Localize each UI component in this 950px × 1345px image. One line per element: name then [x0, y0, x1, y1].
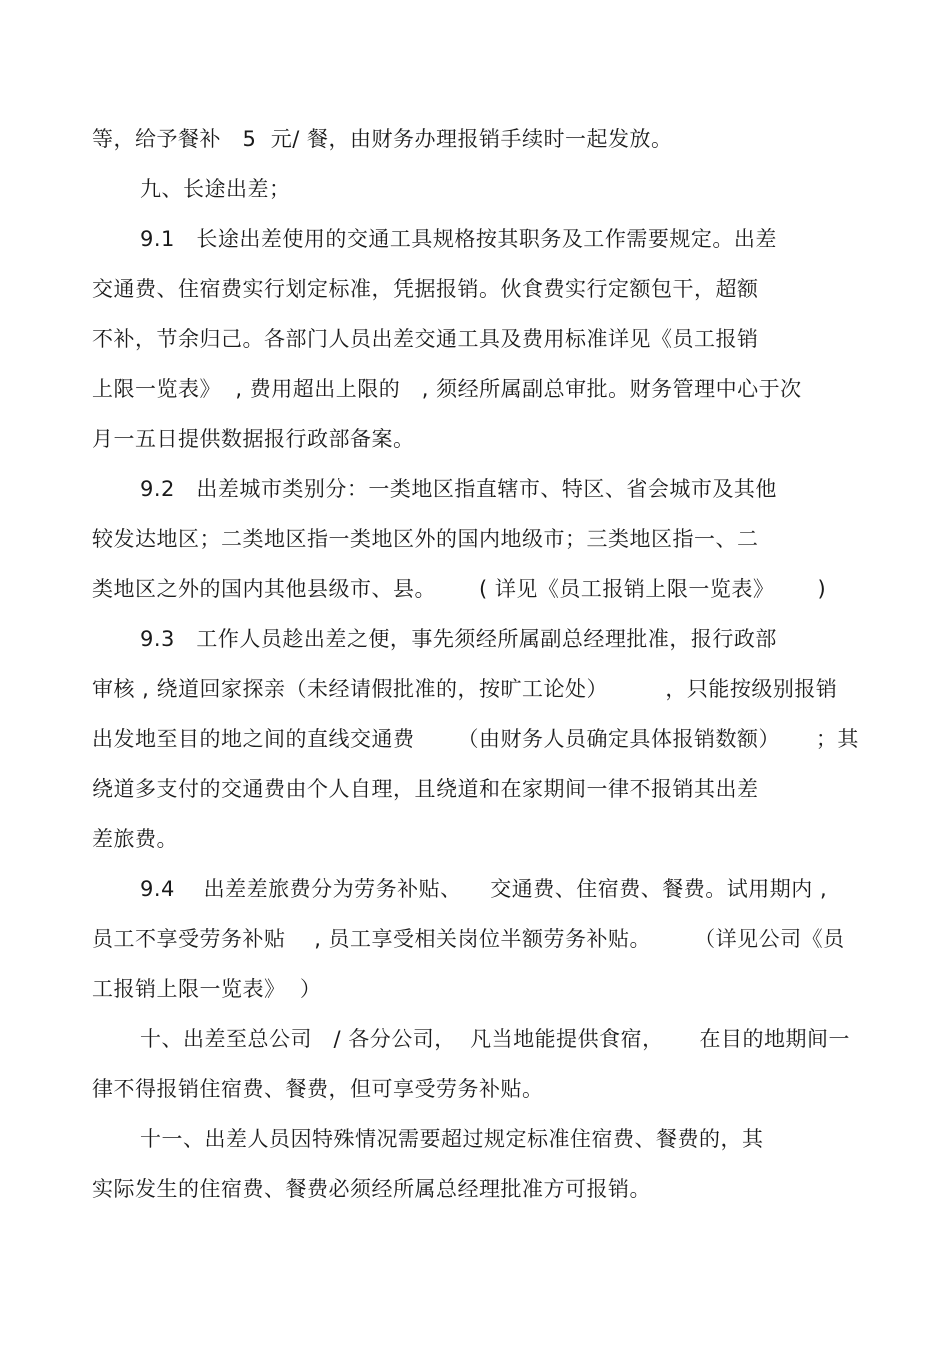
text-line: 员工不享受劳务补贴 , 员工享受相关岗位半额劳务补贴。 （详见公司《员 [92, 927, 845, 951]
text-line: 上限一览表》 , 费用超出上限的 , 须经所属副总审批。财务管理中心于次 [92, 377, 802, 401]
section-heading: 九、长途出差； [140, 177, 291, 201]
text-line: 等，给予餐补 5 元/ 餐，由财务办理报销手续时一起发放。 [92, 127, 673, 151]
text-line: 审核 , 绕道回家探亲（未经请假批准的，按旷工论处） ，只能按级别报销 [92, 677, 838, 701]
text-line: 绕道多支付的交通费由个人自理，且绕道和在家期间一律不报销其出差 [92, 777, 759, 801]
text-line: 9.3 工作人员趁出差之便，事先须经所属副总经理批准，报行政部 [140, 627, 777, 651]
text-line: 月一五日提供数据报行政部备案。 [92, 427, 415, 451]
text-line: 实际发生的住宿费、餐费必须经所属总经理批准方可报销。 [92, 1177, 651, 1201]
text-line: 不补，节余归己。各部门人员出差交通工具及费用标准详见《员工报销 [92, 327, 759, 351]
text-line: 较发达地区；二类地区指一类地区外的国内地级市；三类地区指一、二 [92, 527, 759, 551]
text-line: 类地区之外的国内其他县级市、县。 ( 详见《员工报销上限一览表》 ) [92, 577, 827, 601]
text-line: 9.2 出差城市类别分：一类地区指直辖市、特区、省会城市及其他 [140, 477, 777, 501]
text-line: 差旅费。 [92, 827, 178, 851]
section-heading: 十一、出差人员因特殊情况需要超过规定标准住宿费、餐费的，其 [140, 1127, 764, 1151]
section-heading: 十、出差至总公司 / 各分公司， 凡当地能提供食宿， 在目的地期间一 [140, 1027, 851, 1051]
text-line: 9.1 长途出差使用的交通工具规格按其职务及工作需要规定。出差 [140, 227, 777, 251]
text-line: 出发地至目的地之间的直线交通费 （由财务人员确定具体报销数额） ；其 [92, 727, 859, 751]
text-line: 9.4 出差差旅费分为劳务补贴、 交通费、住宿费、餐费。试用期内 , [140, 877, 828, 901]
text-line: 工报销上限一览表》 ） [92, 977, 322, 1001]
text-line: 律不得报销住宿费、餐费，但可享受劳务补贴。 [92, 1077, 544, 1101]
text-line: 交通费、住宿费实行划定标准，凭据报销。伙食费实行定额包干，超额 [92, 277, 759, 301]
